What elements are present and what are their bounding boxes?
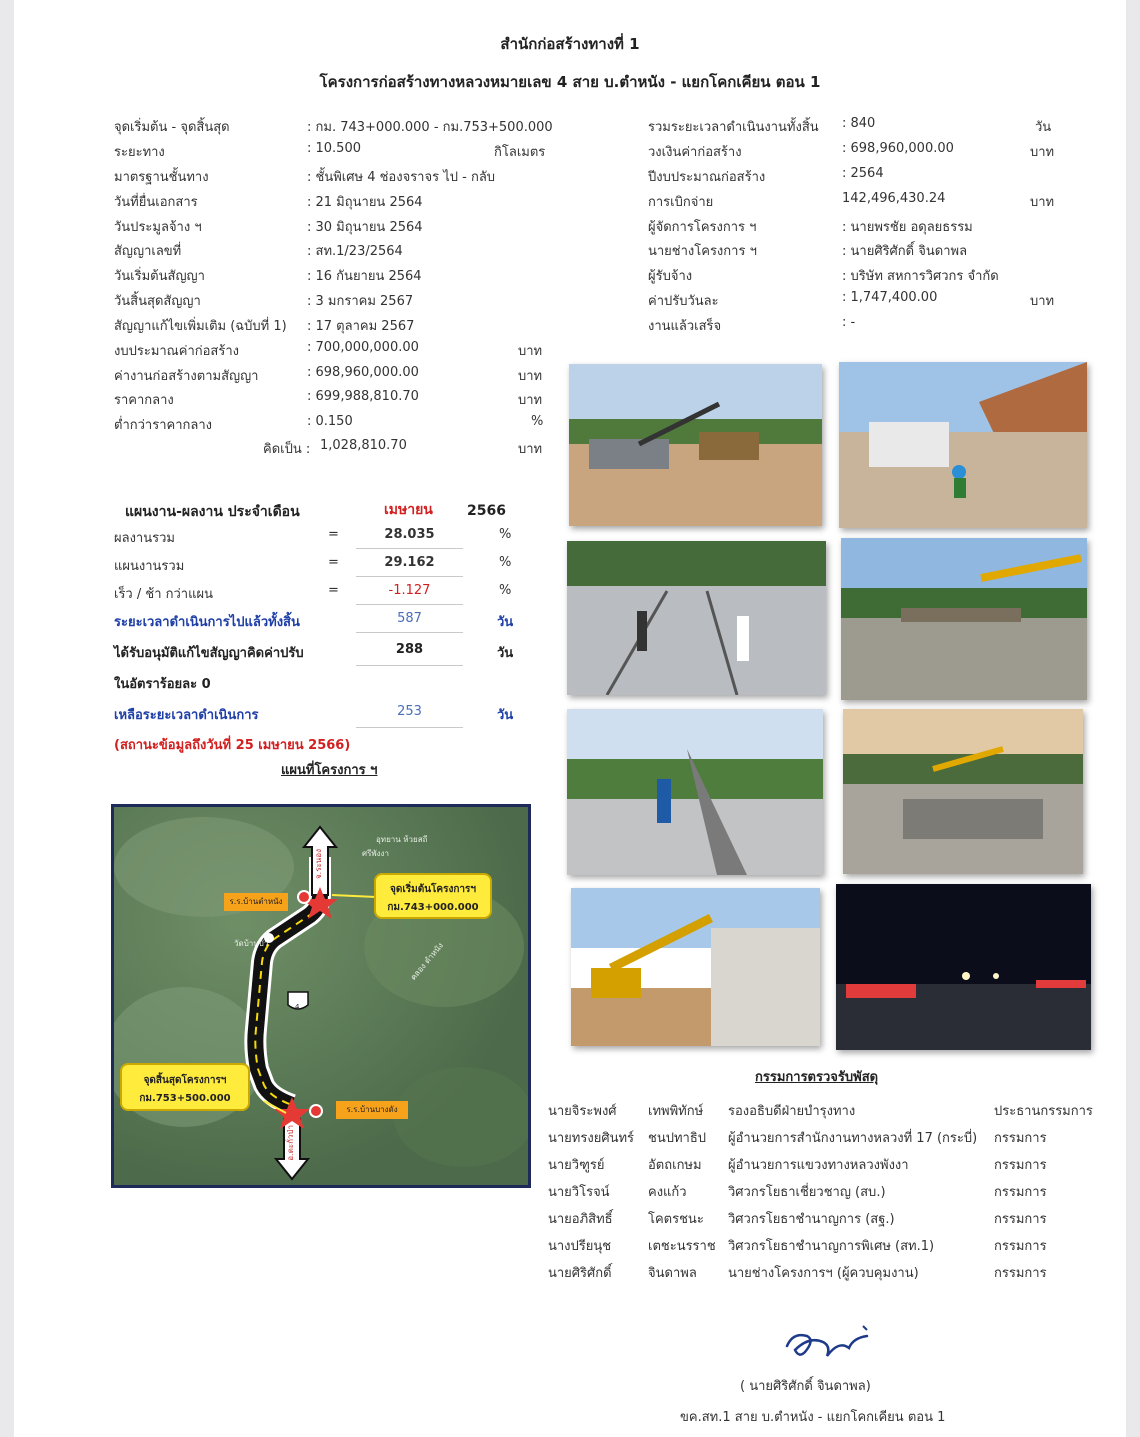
progress-label: เร็ว / ช้า กว่าแผน — [114, 587, 213, 602]
member-position: วิศวกรโยธาชำนาญการพิเศษ (สท.1) — [728, 1239, 935, 1254]
road-testing-photo — [839, 362, 1087, 528]
info-value: : นายศิริศักดิ์ จินดาพล — [842, 244, 968, 259]
elapsed-label: ระยะเวลาดำเนินการไปแล้วทั้งสิ้น — [114, 615, 300, 630]
info-value: : 1,747,400.00 — [842, 290, 938, 305]
info-label: จุดเริ่มต้น - จุดสิ้นสุด — [114, 120, 230, 135]
member-role: กรรมการ — [994, 1131, 1047, 1146]
member-last-name: ชนปทาธิป — [648, 1131, 707, 1146]
info-label: วันประมูลจ้าง ฯ — [114, 220, 202, 235]
progress-value: 28.035 — [356, 527, 463, 549]
terrain-patch — [394, 1067, 528, 1167]
info-unit: บาท — [518, 369, 543, 384]
remaining-value: 253 — [356, 704, 463, 728]
info-label: งบประมาณค่าก่อสร้าง — [114, 344, 239, 359]
info-label: ราคากลาง — [114, 393, 174, 408]
start-callout-km: กม.743+000.000 — [387, 902, 479, 913]
info-label: สัญญาเลขที่ — [114, 244, 182, 259]
member-last-name: เตชะนรราช — [648, 1239, 716, 1254]
info-label: วันสิ้นสุดสัญญา — [114, 294, 201, 309]
route-number: 4 — [295, 1003, 300, 1011]
info-unit: บาท — [518, 393, 543, 408]
progress-unit: % — [499, 527, 512, 542]
status-date: (สถานะข้อมูลถึงวันที่ 25 เมษายน 2566) — [114, 738, 351, 753]
info-unit: บาท — [1030, 195, 1055, 210]
south-arrow-label: อ.ตะกั่วป่า — [286, 1125, 295, 1161]
member-first-name: นายทรงยศินทร์ — [548, 1131, 635, 1146]
rate-label: ในอัตราร้อยละ 0 — [114, 677, 211, 692]
member-role: กรรมการ — [994, 1158, 1047, 1173]
info-value: : 699,988,810.70 — [307, 389, 419, 404]
place-label: ศรีพังงา — [362, 849, 389, 858]
equivalent-unit: บาท — [518, 442, 543, 457]
progress-label: แผนงานรวม — [114, 559, 185, 574]
document-page — [14, 0, 1126, 1437]
member-role: ประธานกรรมการ — [994, 1104, 1093, 1119]
start-callout-label: จุดเริ่มต้นโครงการฯ — [389, 884, 477, 895]
member-last-name: คงแก้ว — [648, 1185, 687, 1200]
progress-month: เมษายน — [384, 502, 433, 518]
progress-heading: แผนงาน-ผลงาน ประจำเดือน — [125, 504, 300, 520]
member-last-name: เทพพิทักษ์ — [648, 1104, 704, 1119]
member-position: วิศวกรโยธาชำนาญการ (สฐ.) — [728, 1212, 895, 1227]
progress-unit: % — [499, 583, 512, 598]
info-value: : 17 ตุลาคม 2567 — [307, 319, 415, 334]
info-label: วันที่ยื่นเอกสาร — [114, 195, 198, 210]
office-title: สำนักก่อสร้างทางที่ 1 — [500, 35, 640, 53]
member-last-name: โคตรชนะ — [648, 1212, 704, 1227]
progress-year: 2566 — [467, 503, 506, 519]
info-value: : 30 มิถุนายน 2564 — [307, 220, 423, 235]
info-value: : สท.1/23/2564 — [307, 244, 403, 259]
info-unit: วัน — [1035, 120, 1052, 135]
member-position: รองอธิบดีฝ่ายบำรุงทาง — [728, 1104, 856, 1119]
info-unit: บาท — [1030, 294, 1055, 309]
member-position: ผู้อำนวยการสำนักงานทางหลวงที่ 17 (กระบี่) — [728, 1131, 978, 1146]
construction-scene-icon — [571, 888, 820, 1046]
info-label: ค่างานก่อสร้างตามสัญญา — [114, 369, 259, 384]
info-label: รวมระยะเวลาดำเนินงานทั้งสิ้น — [648, 120, 819, 135]
info-value: : 698,960,000.00 — [842, 141, 954, 156]
member-first-name: นางปรียนุช — [548, 1239, 612, 1254]
equivalent-value: 1,028,810.70 — [320, 438, 407, 453]
approved-unit: วัน — [497, 646, 514, 661]
member-role: กรรมการ — [994, 1212, 1047, 1227]
info-value: : 0.150 — [307, 414, 353, 429]
info-label: งานแล้วเสร็จ — [648, 319, 722, 334]
progress-value: 29.162 — [356, 555, 463, 577]
progress-eq: = — [328, 527, 339, 542]
member-last-name: จินดาพล — [648, 1266, 697, 1281]
info-label: สัญญาแก้ไขเพิ่มเติม (ฉบับที่ 1) — [114, 319, 287, 334]
member-last-name: อัตถเกษม — [648, 1158, 702, 1173]
signatory-position: ขค.สท.1 สาย บ.ตำหนัง - แยกโคกเคียน ตอน 1 — [680, 1410, 946, 1425]
signature-graphic — [779, 1318, 875, 1364]
approved-value: 288 — [356, 642, 463, 666]
project-map — [111, 804, 531, 1188]
member-position: ผู้อำนวยการแขวงทางหลวงพังงา — [728, 1158, 909, 1173]
info-value: : - — [842, 315, 856, 330]
info-label: การเบิกจ่าย — [648, 195, 714, 210]
progress-value: -1.127 — [356, 583, 463, 605]
north-arrow-label: จ.ระนอง — [314, 849, 323, 880]
construction-scene-icon — [569, 364, 822, 526]
info-value: : 840 — [842, 116, 876, 131]
start-callout — [374, 873, 492, 919]
member-first-name: นายอภิสิทธิ์ — [548, 1212, 613, 1227]
info-unit: บาท — [518, 344, 543, 359]
info-label: ผู้รับจ้าง — [648, 269, 693, 284]
construction-scene-icon — [843, 709, 1083, 874]
info-unit: % — [531, 414, 544, 429]
road-milling-photo — [569, 364, 822, 526]
info-value: : กม. 743+000.000 - กม.753+500.000 — [307, 120, 553, 135]
bridge-beam-photo — [567, 709, 823, 875]
end-callout — [120, 1063, 250, 1111]
info-value: : 3 มกราคม 2567 — [307, 294, 414, 309]
school-pin-icon — [310, 1105, 322, 1117]
progress-eq: = — [328, 555, 339, 570]
place-label: วัดบ้านบัว — [234, 939, 269, 948]
construction-scene-icon — [567, 541, 826, 695]
progress-label: ผลงานรวม — [114, 531, 175, 546]
member-first-name: นายวิฑูรย์ — [548, 1158, 605, 1173]
info-value: : นายพรชัย อดุลยธรรม — [842, 220, 973, 235]
member-role: กรรมการ — [994, 1266, 1047, 1281]
member-first-name: นายศิริศักดิ์ — [548, 1266, 612, 1281]
info-unit: บาท — [1030, 145, 1055, 160]
info-label: ระยะทาง — [114, 145, 165, 160]
info-label: ปีงบประมาณก่อสร้าง — [648, 170, 766, 185]
member-role: กรรมการ — [994, 1239, 1047, 1254]
info-label: นายช่างโครงการ ฯ — [648, 244, 757, 259]
construction-scene-icon — [836, 884, 1091, 1050]
elapsed-value: 587 — [356, 611, 463, 633]
place-label: คลอง ตำหนัง — [408, 941, 446, 982]
concrete-pour-photo — [841, 538, 1087, 700]
member-position: นายช่างโครงการฯ (ผู้ควบคุมงาน) — [728, 1266, 919, 1281]
info-label: มาตรฐานชั้นทาง — [114, 170, 209, 185]
remaining-label: เหลือระยะเวลาดำเนินการ — [114, 708, 259, 723]
rebar-inspection-photo — [567, 541, 826, 695]
school-label: ร.ร.บ้านตำหนัง — [224, 893, 288, 911]
construction-scene-icon — [839, 362, 1087, 528]
committee-title: กรรมการตรวจรับพัสดุ — [755, 1070, 879, 1085]
info-value: : ชั้นพิเศษ 4 ช่องจราจร ไป - กลับ — [307, 170, 496, 185]
approved-label: ได้รับอนุมัติแก้ไขสัญญาคิดค่าปรับ — [114, 646, 304, 661]
info-value: : 2564 — [842, 166, 884, 181]
member-first-name: นายวิโรจน์ — [548, 1185, 610, 1200]
school-pin-icon — [298, 891, 310, 903]
info-value: : บริษัท สหการวิศวกร จำกัด — [842, 269, 999, 284]
end-callout-km: กม.753+500.000 — [139, 1093, 231, 1104]
info-value: : 10.500 — [307, 141, 361, 156]
info-value: : 16 กันยายน 2564 — [307, 269, 422, 284]
info-label: วันเริ่มต้นสัญญา — [114, 269, 205, 284]
bridge-deck-photo — [843, 709, 1083, 874]
night-road-photo — [836, 884, 1091, 1050]
elapsed-unit: วัน — [497, 615, 514, 630]
remaining-unit: วัน — [497, 708, 514, 723]
place-label: อุทยาน ห้วยสถี — [376, 835, 428, 844]
info-value: : 700,000,000.00 — [307, 340, 419, 355]
member-role: กรรมการ — [994, 1185, 1047, 1200]
info-value: : 698,960,000.00 — [307, 365, 419, 380]
info-label: วงเงินค่าก่อสร้าง — [648, 145, 742, 160]
end-callout-label: จุดสิ้นสุดโครงการฯ — [143, 1075, 227, 1086]
school-label: ร.ร.บ้านบางดัง — [336, 1101, 408, 1119]
construction-scene-icon — [567, 709, 823, 875]
info-label: ผู้จัดการโครงการ ฯ — [648, 220, 757, 235]
excavator-wall-photo — [571, 888, 820, 1046]
member-position: วิศวกรโยธาเชี่ยวชาญ (สบ.) — [728, 1185, 886, 1200]
member-first-name: นายจิระพงศ์ — [548, 1104, 617, 1119]
progress-eq: = — [328, 583, 339, 598]
construction-scene-icon — [841, 538, 1087, 700]
info-label: ค่าปรับวันละ — [648, 294, 719, 309]
info-unit: กิโลเมตร — [494, 145, 546, 160]
project-title: โครงการก่อสร้างทางหลวงหมายเลข 4 สาย บ.ตำหนัง - แยกโคกเคียน ตอน 1 — [319, 73, 821, 91]
info-value: 142,496,430.24 — [842, 191, 946, 206]
info-label: ต่ำกว่าราคากลาง — [114, 418, 212, 433]
map-title: แผนที่โครงการ ฯ — [281, 763, 378, 778]
signatory-name: ( นายศิริศักดิ์ จินดาพล) — [740, 1379, 871, 1394]
equivalent-label: คิดเป็น : — [263, 442, 311, 457]
progress-unit: % — [499, 555, 512, 570]
info-value: : 21 มิถุนายน 2564 — [307, 195, 423, 210]
